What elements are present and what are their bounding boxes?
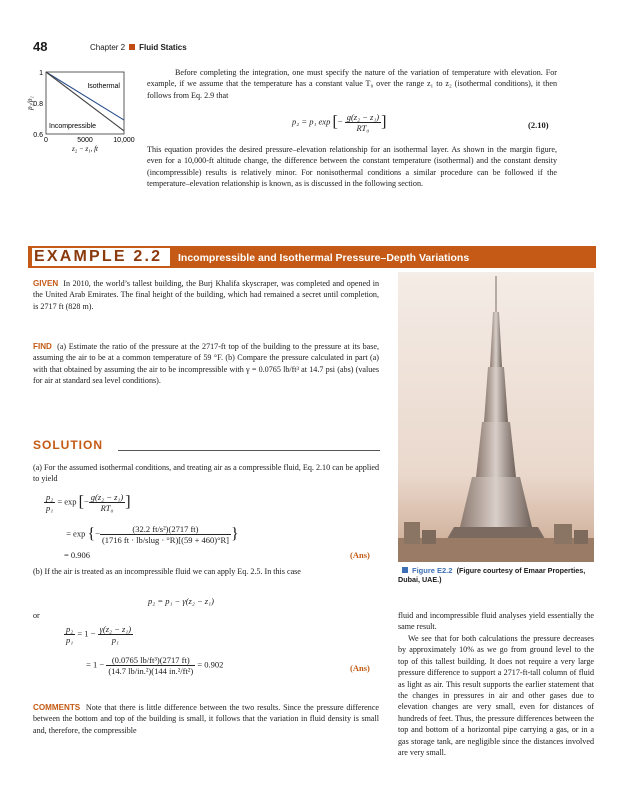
figure-label: Figure E2.2 [412,566,453,575]
equation-2-10: p₂ = p₁ exp [− $\frac{\text{g(z₂ − z₁)}}{\text{RT₀}}$ ] [292,112,387,133]
intro-paragraph-1: Before completing the integration, one must specify the nature of the variation of temperature with elevation. For example, if we assume that the temperature has a constant value T₀ over the range z₁ to z₂ (isothermal conditions), it then follows from Eq. 2.9 that [147,68,557,100]
comments-paragraph [33,702,379,736]
eq-numerator: g(z₂ − z₁) [346,112,380,122]
find-text: (a) Estimate the ratio of the pressure at the 2717-ft top of the building to the pressure at its base, assuming the air to be at a common temperature of 59 °F. (b) Compare the pressure calculated in part (a) with that obtained by assuming the air to be incompressible with γ = 0.0765 lb/ft³ at 14.7 psi (abs) (values for air at standard sea level conditions). [33,342,379,386]
right-column-text-1: fluid and incompressible fluid analyses yield essentially the same result. [398,611,594,632]
ratio-den-c: p₁ [66,635,74,645]
equation-c-line2 [64,655,223,676]
intro-paragraph-2: This equation provides the desired pressure–elevation relationship for an isothermal layer. As shown in the margin figure, even for a 10,000-ft altitude change, the difference between the constant temperature (isothermal) and the constant density (incompressible) results is relatively minor. For nonisothermal conditions a similar procedure can be followed if the temperature–elevation relationship is known, as is discussed in the following section. [147,145,557,189]
chapter-label: Chapter 2 [90,43,126,52]
solution-rule [118,450,380,451]
ratio-num: p₂ [46,492,54,502]
eq-lhs: p₂ = p₁ exp [292,116,331,127]
given-label: GIVEN [33,279,59,288]
eqA-den1: RT₀ [100,503,114,513]
eqC-den1: p₁ [111,635,119,645]
eqA-op1: = exp [57,496,77,507]
solution-heading: SOLUTION [33,438,103,452]
answer-tag-a: (Ans) [350,550,370,560]
ratio-num-c: p₂ [66,624,74,634]
x-axis-label: z₂ − z₁, ft [72,145,98,153]
legend-isothermal: Isothermal [87,83,120,90]
equation-a-line1: $\frac{\text{p₂}}{\text{p₁}}$ = exp [− $\frac{\text{g(z₂ − z₁)}}{\text{RT₀}}$ ] [46,492,131,513]
equation-number: (2.10) [528,120,549,130]
figure-caption-text: (Figure courtesy of Emaar Properties, Dubai, UAE.) [398,566,586,584]
burj-khalifa-photo [398,272,594,562]
chapter-title: Fluid Statics [139,43,187,52]
eqC-den2: (14.7 lb/in.²)(144 in.²/ft²) [108,666,194,676]
solution-part-b: (b) If the air is treated as an incompressible fluid we can apply Eq. 2.5. In this case [33,567,301,576]
eqC-num2: (0.0765 lb/ft³)(2717 ft) [106,655,195,666]
y-tick-label: 1 [39,70,43,77]
find-label: FIND [33,342,52,351]
eqA-den2: (1716 ft · lb/slug · °R)[(59 + 460)°R] [101,535,229,545]
given-text: In 2010, the world’s tallest building, the Burj Khalifa skyscraper, was completed and opened in the United Arab Emirates. The final height of the building, which had remained a secret until completion, is 2717 ft (828 m). [33,279,379,311]
comments-text: Note that there is little difference between the two results. Since the pressure difference between the bottom and top of the building is small, it follows that the variation in fluid density is small and, therefore, the compressible [33,703,380,735]
eqC-num1: γ(z₂ − z₁) [99,624,132,634]
x-tick-label: 10,000 [113,137,135,144]
equation-a-result: = 0.906 [64,550,91,560]
legend-incompressible: Incompressible [49,123,97,130]
eqA-num2: (32.2 ft/s²)(2717 ft) [100,524,231,535]
equation-a-line2: = exp {− $\frac{\text{(32.2 ft/s²)(2717 ft)}}{\text{(1716 ft · lb/slug · °R)[(59 + 460)°R]}}$ } [66,524,239,545]
eqC-op1: = 1 − [77,628,96,639]
eqA-num1: g(z₂ − z₁) [90,492,124,502]
example-label: EXAMPLE 2.2 [34,248,163,265]
equation-b: p₂ = p₁ − γ(z₂ − z₁) [148,596,214,606]
eqA-op2: = exp [66,528,86,539]
eqC-op2: = 1 − [86,659,105,670]
right-column-text-2: We see that for both calculations the pressure decreases by approximately 10% as we go from ground level to the top of this tallest building. It does not require a very large pressure difference to support a 2717-ft-tall column of fluid as light as air. This result supports the earlier statement that the changes in pressures in air and other gases due to elevation changes are very small, even for distances of hundreds of feet. Thus, the pressure differences between the top and bottom of a horizontal pipe carrying a gas, or in a gas storage tank, are negligible since the distances involved are very small. [398,634,594,758]
ratio-den: p₁ [46,503,54,513]
solution-part-a: (a) For the assumed isothermal conditions, and treating air as a compressible fluid, Eq. 2.10 can be applied to yield [33,463,379,484]
margin-chart [28,64,140,160]
find-paragraph [33,341,379,387]
y-tick-label: 0.8 [33,101,43,108]
eqC-result: = 0.902 [197,659,224,670]
answer-tag-b: (Ans) [350,663,370,673]
y-axis-label: p₂/p₁ [26,96,34,110]
given-paragraph [33,278,379,312]
y-tick-label: 0.6 [33,132,43,139]
square-bullet-icon [129,44,135,50]
series-line-isothermal [46,72,124,120]
page-number: 48 [33,39,48,54]
or-word: or [33,611,40,620]
caption-square-icon [402,567,408,573]
eq-minus: − [337,116,343,127]
example-title: Incompressible and Isothermal Pressure–Depth Variations [178,252,470,264]
x-tick-label: 5000 [77,137,93,144]
running-header [90,43,187,52]
comments-label: COMMENTS [33,703,81,712]
x-tick-label: 0 [44,137,48,144]
figure-caption [398,566,594,584]
eq-denominator: RT₀ [356,123,370,133]
equation-c-line1 [64,624,133,645]
